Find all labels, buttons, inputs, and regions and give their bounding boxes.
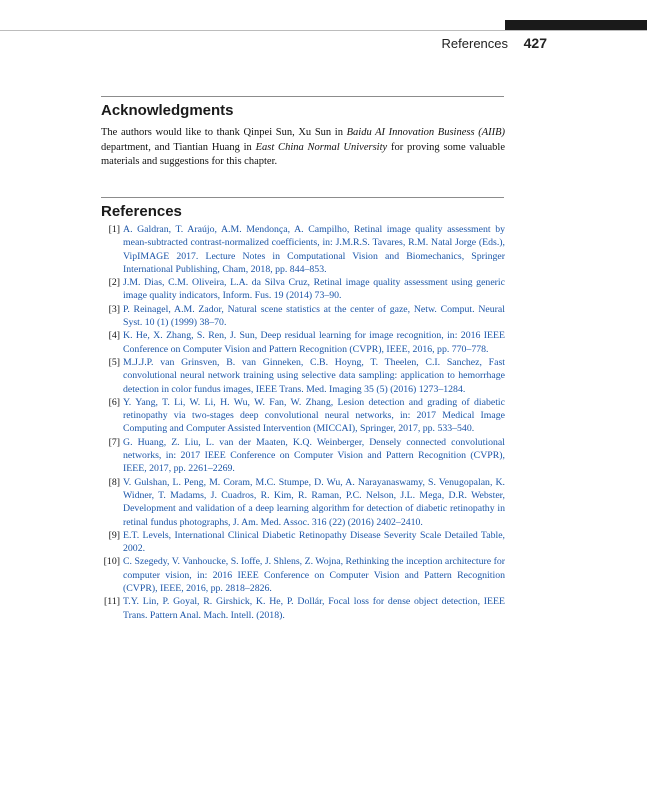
acknowledgments-rule xyxy=(101,96,504,97)
reference-item[interactable] xyxy=(101,329,505,356)
reference-number: [6] xyxy=(108,396,120,408)
reference-number: [10] xyxy=(103,556,120,568)
reference-list xyxy=(101,223,505,622)
ack-text-part2: department, and Tiantian Huang in xyxy=(101,141,256,153)
reference-number: [5] xyxy=(108,356,120,368)
page-number: 427 xyxy=(523,35,547,51)
running-head xyxy=(442,35,547,51)
header-bar xyxy=(505,20,647,30)
reference-item[interactable] xyxy=(101,476,505,529)
ack-text-part3: for proving some valuable materials and suggestions for this chapter. xyxy=(101,141,505,167)
reference-text[interactable]: E.T. Levels, International Clinical Diabetic Retinopathy Disease Severity Scale Detailed Table, 2002. xyxy=(123,529,505,555)
reference-number: [4] xyxy=(108,330,120,342)
reference-item[interactable] xyxy=(101,595,505,622)
reference-text[interactable]: P. Reinagel, A.M. Zador, Natural scene statistics at the center of gaze, Netw. Comput. Neural Syst. 10 (1) (1999) 38–70. xyxy=(123,303,505,329)
reference-number: [7] xyxy=(108,436,120,448)
reference-text[interactable]: K. He, X. Zhang, S. Ren, J. Sun, Deep residual learning for image recognition, in: 2016 IEEE Conference on Computer Vision and Pattern Recognition (CVPR), IEEE, 2016, pp. 770–778. xyxy=(123,330,505,355)
references-rule xyxy=(101,197,504,198)
reference-item[interactable] xyxy=(101,303,505,330)
reference-text[interactable]: Y. Yang, T. Li, W. Li, H. Wu, W. Fan, W. Zhang, Lesion detection and grading of diabetic retinopathy via two-stages deep convolutional neural networks, in: 2017 Medical Image Computing and Computer Assisted Intervention (MICCAI), Springer, 2017, pp. 533–540. xyxy=(123,396,505,435)
reference-text[interactable]: V. Gulshan, L. Peng, M. Coram, M.C. Stumpe, D. Wu, A. Narayanaswamy, S. Venugopalan, K. Widner, T. Madams, J. Cuadros, R. Kim, R. Raman, P.C. Nelson, J.L. Mega, D.R. Webster, Development and validation of a deep learning algorithm for detection of diabetic retinopathy in retinal fundus photographs, J. Am. Med. Assoc. 316 (22) (2016) 2402–2410. xyxy=(123,476,505,528)
reference-text[interactable]: G. Huang, Z. Liu, L. van der Maaten, K.Q. Weinberger, Densely connected convolutional networks, in: 2017 IEEE Conference on Computer Vision and Pattern Recognition (CVPR), IEEE, 2017, pp. 2261–2269. xyxy=(123,436,505,475)
reference-number: [8] xyxy=(108,476,120,488)
acknowledgments-heading: Acknowledgments xyxy=(101,102,234,119)
reference-number: [11] xyxy=(104,596,120,608)
reference-item[interactable] xyxy=(101,356,505,396)
reference-number: [1] xyxy=(108,224,120,235)
references-heading: References xyxy=(101,203,182,220)
reference-number: [9] xyxy=(108,529,120,541)
ack-org1: Baidu AI Innovation Business (AIIB) xyxy=(346,127,506,138)
running-head-title: References xyxy=(441,36,509,51)
reference-text[interactable]: A. Galdran, T. Araújo, A.M. Mendonça, A. Campilho, Retinal image quality assessment by mean-subtracted contrast-normalized coefficients, in: J.M.R.S. Tavares, R.M. Natal Jorge (Eds.), VipIMAGE 2017. Lecture Notes in Computational Vision and Biomechanics, Springer International Publishing, Cham, 2018, pp. 844–853. xyxy=(123,224,505,275)
reference-number: [2] xyxy=(108,277,120,289)
reference-text[interactable]: T.Y. Lin, P. Goyal, R. Girshick, K. He, P. Dollár, Focal loss for dense object detection, IEEE Trans. Pattern Anal. Mach. Intell. (2018). xyxy=(123,596,505,621)
reference-item[interactable] xyxy=(101,276,505,303)
reference-text[interactable]: M.J.J.P. van Grinsven, B. van Ginneken, C.B. Hoyng, T. Theelen, C.I. Sanchez, Fast convolutional neural network training using selective data sampling: application to hemorrhage detection in color fundus images, IEEE Trans. Med. Imaging 35 (5) (2016) 1273–1284. xyxy=(123,356,505,395)
reference-item[interactable] xyxy=(101,555,505,595)
reference-item[interactable] xyxy=(101,529,505,556)
reference-item[interactable] xyxy=(101,223,505,276)
reference-text[interactable]: C. Szegedy, V. Vanhoucke, S. Ioffe, J. Shlens, Z. Wojna, Rethinking the inception architecture for computer vision, in: 2016 IEEE Conference on Computer Vision and Pattern Recognition (CVPR), IEEE, 2016, pp. 2818–2826. xyxy=(123,556,505,595)
reference-number: [3] xyxy=(108,303,120,315)
header-rule xyxy=(0,30,647,31)
ack-org2: East China Normal University xyxy=(255,141,388,153)
reference-text[interactable]: J.M. Dias, C.M. Oliveira, L.A. da Silva Cruz, Retinal image quality assessment using generic image quality indicators, Inform. Fus. 19 (2014) 73–90. xyxy=(123,277,505,302)
reference-item[interactable] xyxy=(101,396,505,436)
ack-text-part1: The authors would like to thank Qinpei Sun, Xu Sun in xyxy=(101,127,347,138)
acknowledgments-text xyxy=(101,126,505,170)
reference-item[interactable] xyxy=(101,436,505,476)
